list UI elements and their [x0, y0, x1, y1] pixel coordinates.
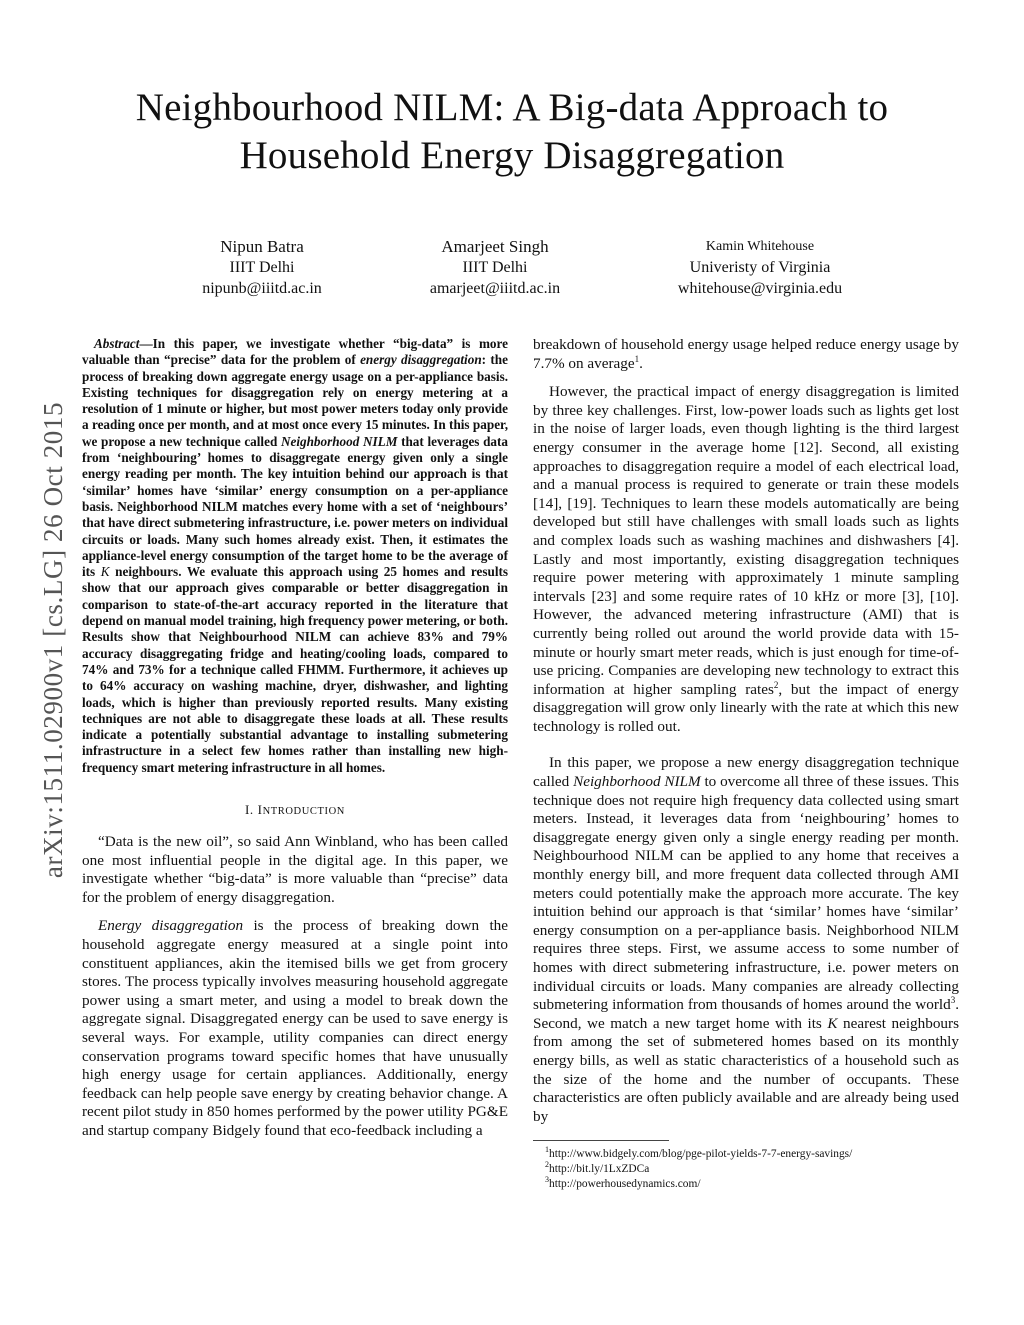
footnote — [533, 1162, 959, 1177]
abstract-emphasis: energy disaggregation — [360, 352, 482, 368]
footnote-mark: 3 — [545, 1175, 549, 1185]
abstract-emphasis: K — [100, 564, 110, 580]
arxiv-identifier: arXiv:1511.02900v1 [cs.LG] 26 Oct 2015 — [38, 401, 68, 879]
footnote-divider — [533, 1140, 669, 1141]
abstract — [82, 336, 508, 776]
paragraph-text: breakdown of household energy usage helped reduce energy usage by 7.7% on average — [533, 336, 959, 372]
section-title-initial: I — [257, 802, 263, 818]
footnote-marker: 2 — [773, 679, 779, 690]
author-email: whitehouse@virginia.edu — [677, 280, 843, 297]
author-affiliation: IIIT Delhi — [229, 259, 295, 276]
intro-paragraph-2 — [82, 917, 508, 1140]
paragraph-text: . Second, we match a new target home with its — [533, 996, 959, 1032]
abstract-label: Abstract — [94, 336, 140, 351]
paragraph-emphasis: Energy disaggregation — [98, 917, 244, 935]
continued-paragraph — [533, 336, 959, 373]
section-number: I. — [244, 802, 254, 818]
author-block-2 — [345, 236, 645, 299]
paragraph-emphasis: K — [827, 1014, 838, 1032]
footnote-link[interactable]: http://bit.ly/1LxZDCa — [549, 1163, 650, 1176]
paragraph-text: nearest neighbours from among the set of submetered homes based on its monthly energy bills, as well as static characteristics of a household such as the size of the home and the number of occupants. These characteristics are often publicly available and are already being used by — [533, 1014, 959, 1125]
right-column — [533, 336, 959, 1192]
footnote-marker: 1 — [634, 353, 640, 364]
title-line-2: Household Energy Disaggregation — [239, 134, 785, 177]
paragraph-text: , but the impact of energy disaggregation will grow only linearly with the rate at which this new technology is rolled out. — [533, 680, 959, 735]
author-name: Kamin Whitehouse — [705, 239, 815, 254]
author-affiliation: IIIT Delhi — [462, 259, 528, 276]
paragraph-text: . — [639, 354, 643, 372]
abstract-text: that leverages data from ‘neighbouring’ homes to disaggregate energy given only a single energy reading per month. The key intuition behind our approach is that ‘similar’ homes have ‘similar’ energy consumption on a per-appliance basis. Neighborhood NILM matches every home with a set of ‘neighbours’ that have direct submetering infrastructure, i.e. power meters on individual circuits or loads. Many such homes already exist. Then, it estimates the appliance-level energy consumption of the target home to be the average of its — [82, 433, 508, 580]
footnote-mark: 2 — [545, 1160, 549, 1170]
paragraph-text: In this paper, we propose a new energy disaggregation technique called — [533, 754, 959, 791]
author-name: Amarjeet Singh — [441, 237, 549, 256]
section-heading-introduction — [82, 802, 508, 818]
footnote-marker: 3 — [950, 995, 956, 1006]
intro-paragraph-1: “Data is the new oil”, so said Ann Winbland, who has been called one most influential people in the digital age. In this paper, we investigate whether “big-data” is more valuable than “precise” data for the problem of energy disaggregation. — [82, 833, 508, 906]
left-column — [82, 336, 508, 1151]
abstract-text: —In this paper, we investigate whether “big-data” is more valuable than “precise” data for the problem of — [82, 336, 508, 368]
paragraph-text: However, the practical impact of energy disaggregation is limited by three key challenges. First, low-power loads such as lights get lost in the noise of larger loads, even though lighting is the third largest energy consumer in the average home [12]. Second, all existing approaches to disaggregation require a model of each electrical load, and a manual process is required to generate or train these models [14], [19]. Techniques to learn these models automatically are being developed but still have challenges with small loads such as lights and complex loads such as washing machines and dishwashers [4]. Lastly and most importantly, existing disaggregation techniques require power metering with approximately 1 minute sampling intervals [23] and some require rates of 10 kHz or more [3], [10]. However, the advanced metering infrastructure (AMI) that is currently being rolled out around the world provide data with 15-minute or hourly smart meter reads, which is just enough for time-of-use pricing. Companies are developing new technology to extract this information at higher sampling rates — [533, 383, 959, 698]
paragraph-text: is the process of breaking down the household aggregate energy measured at a single point into constituent appliances, akin the itemised bills we get from grocery stores. The process typically involves measuring household aggregate power using a smart meter, and using a model to break down the aggregate signal. Disaggregated energy can be used to save energy is several ways. For example, utility companies can direct energy conservation programs toward specific homes that have unusually high energy usage for certain appliances. Additionally, energy feedback can help people save energy by creating behavior change. A recent pilot study in 850 homes performed by the power utility PG&E and startup company Bidgely found that eco-feedback including a — [82, 917, 508, 1139]
paragraph-text: to overcome all three of these issues. This technique does not require high frequency data collected using smart meters. Instead, it leverages data from ‘neighbouring’ homes to disaggregate energy given only a single energy reading per month. Neighbourhood NILM can be applied to any home that receives a monthly energy bill, and more frequent data collected through AMI meters could potentially make the approach more accurate. The key intuition behind our approach is that ‘similar’ homes have ‘similar’ energy consumption on a per-appliance basis. Neighborhood NILM requires three steps. First, we assume access to some number of homes with direct submetering infrastructure, i.e. power meters on individual circuits or loads. Many companies are already collecting submetering information from thousands of homes around the world — [533, 773, 960, 1014]
abstract-emphasis: Neighborhood NILM — [280, 433, 398, 449]
abstract-text: neighbours. We evaluate this approach using 25 homes and results show that our approach gives comparable or better disaggregation in comparison to state-of-the-art accuracy reported in the literature that depend on manual model training, high frequency power metering, or both. Results show that Neighbourhood NILM can achieve 83% and 79% accuracy disaggregating fridge and heating/cooling loads, compared to 74% and 73% for a technique called FHMM. Furthermore, it achieves up to 64% accuracy on washing machine, dryer, dishwasher, and lighting loads, which is higher than previously reported results. Many existing techniques are not able to disaggregate these loads at all. These results indicate a potentially substantial advantage to installing submetering infrastructure in a select few homes rather than installing new high-frequency smart metering infrastructure in all homes. — [82, 564, 509, 775]
author-email: nipunb@iiitd.ac.in — [202, 280, 322, 297]
author-block-3 — [610, 236, 910, 299]
footnote — [533, 1177, 959, 1192]
footnote-mark: 1 — [545, 1145, 549, 1155]
abstract-text: : the process of breaking down aggregate energy usage on a per-appliance basis. Existing techniques for disaggregation rely on energy metering at a resolution of 1 minute or higher, but most power meters today only provide a reading once per month, and at most once every 15 minutes. In this paper, we propose a new technique called — [82, 352, 508, 449]
title-line-1: Neighbourhood NILM: A Big-data Approach to — [135, 86, 889, 129]
paper-title — [0, 84, 1024, 180]
footnotes — [533, 1147, 959, 1192]
section-title-rest: NTRODUCTION — [262, 806, 345, 818]
author-affiliation: Univeristy of Virginia — [689, 259, 831, 276]
footnote — [533, 1147, 959, 1162]
proposal-paragraph — [533, 754, 959, 1126]
author-name: Nipun Batra — [220, 237, 304, 256]
paragraph-emphasis: Neighborhood NILM — [573, 773, 701, 791]
author-email: amarjeet@iiitd.ac.in — [429, 280, 561, 297]
footnote-link[interactable]: http://powerhousedynamics.com/ — [549, 1178, 701, 1191]
footnote-link[interactable]: http://www.bidgely.com/blog/pge-pilot-yields-7-7-energy-savings/ — [549, 1148, 853, 1161]
challenges-paragraph — [533, 383, 959, 736]
